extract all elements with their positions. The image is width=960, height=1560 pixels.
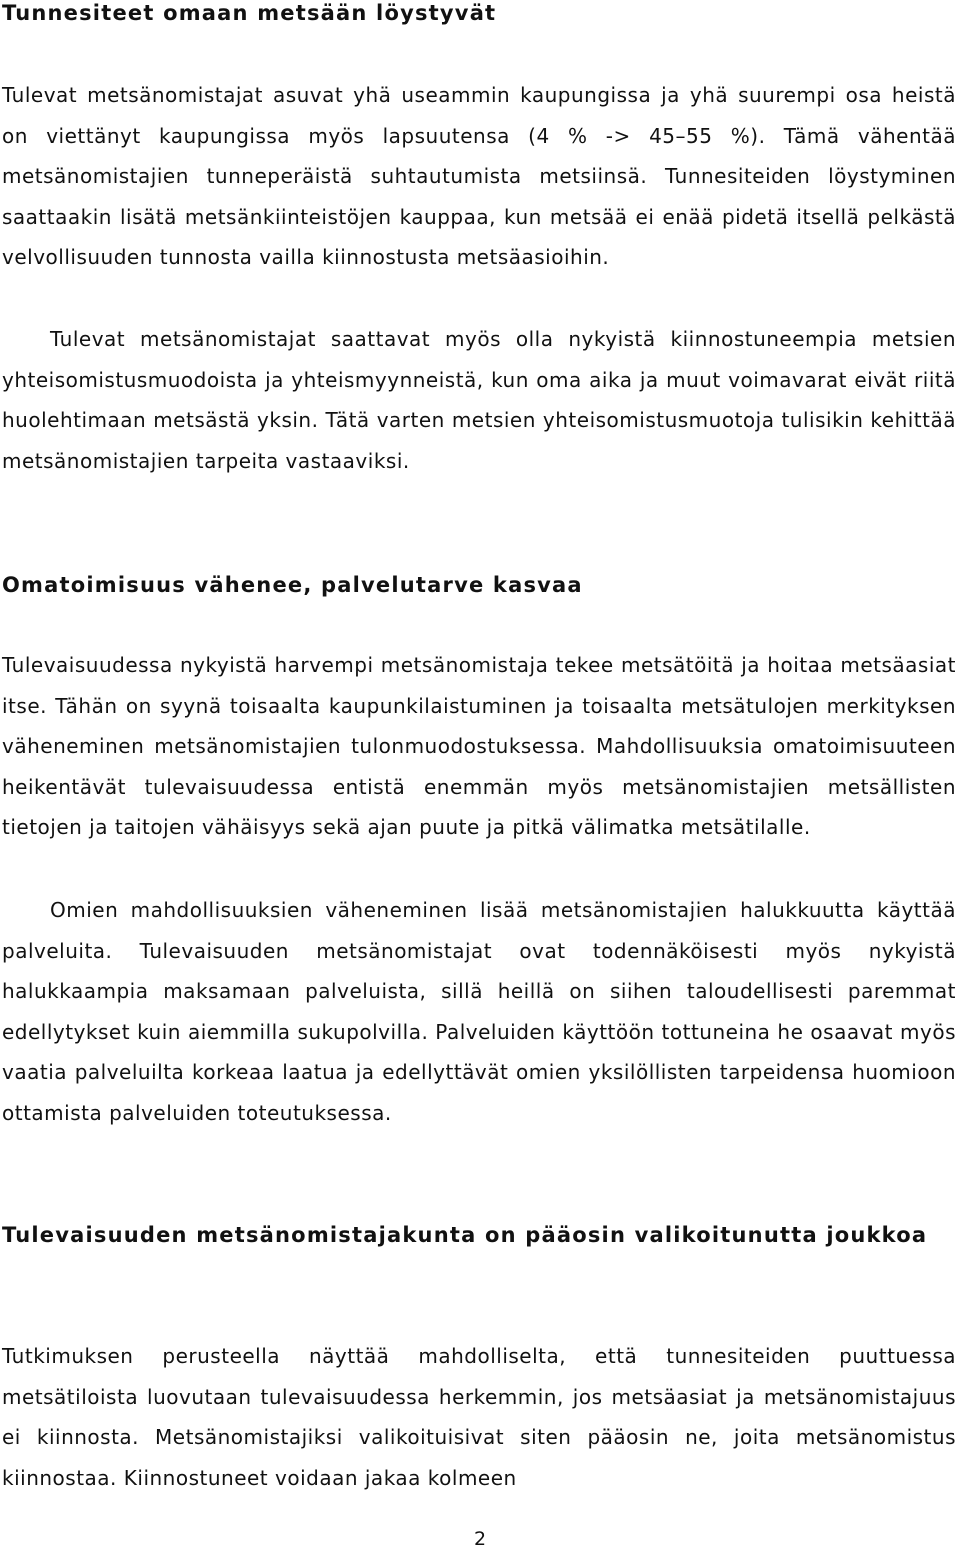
section-heading: Omatoimisuus vähenee, palvelutarve kasvaa xyxy=(2,573,583,597)
section-heading: Tulevaisuuden metsänomistajakunta on pääosin valikoitunutta joukkoa xyxy=(2,1223,928,1247)
paragraph: Tulevat metsänomistajat saattavat myös olla nykyistä kiinnostuneempia metsien yhteisomistusmuodoista ja yhteismyynneistä, kun oma aika ja muut voimavarat eivät riitä huolehtimaan metsästä yksin. Tätä varten metsien yhteisomistusmuotoja tulisikin kehittää metsänomistajien tarpeita vastaaviksi. xyxy=(2,327,956,473)
paragraph: Tutkimuksen perusteella näyttää mahdolliselta, että tunnesiteiden puuttuessa metsätiloista luovutaan tulevaisuudessa herkemmin, jos metsäasiat ja metsänomistajuus ei kiinnosta. Metsänomistajiksi valikoituisivat siten pääosin ne, joita metsänomistus kiinnostaa. Kiinnostuneet voidaan jakaa kolmeen xyxy=(2,1344,956,1490)
page-number: 2 xyxy=(473,1528,487,1550)
paragraph: Tulevaisuudessa nykyistä harvempi metsänomistaja tekee metsätöitä ja hoitaa metsäasiat itse. Tähän on syynä toisaalta kaupunkilaistuminen ja toisaalta metsätulojen merkityksen väheneminen metsänomistajien tulonmuodostuksessa. Mahdollisuuksia omatoimisuuteen heikentävät tulevaisuudessa entistä enemmän myös metsänomistajien metsällisten tietojen ja taitojen vähäisyys sekä ajan puute ja pitkä välimatka metsätilalle. xyxy=(2,653,956,839)
section-heading: Tunnesiteet omaan metsään löystyvät xyxy=(2,1,497,25)
paragraph: Tulevat metsänomistajat asuvat yhä useammin kaupungissa ja yhä suurempi osa heistä on viettänyt kaupungissa myös lapsuutensa (4 % -> 45–55 %). Tämä vähentää metsänomistajien tunneperäistä suhtautumista metsiinsä. Tunnesiteiden löystyminen saattaakin lisätä metsänkiinteistöjen kauppaa, kun metsää ei enää pidetä itsellä pelkästä velvollisuuden tunnosta vailla kiinnostusta metsäasioihin. xyxy=(2,83,956,269)
paragraph: Omien mahdollisuuksien väheneminen lisää metsänomistajien halukkuutta käyttää palveluita. Tulevaisuuden metsänomistajat ovat todennäköisesti myös nykyistä halukkaampia maksamaan palveluista, sillä heillä on siihen taloudellisesti paremmat edellytykset kuin aiemmilla sukupolvilla. Palveluiden käyttöön tottuneina he osaavat myös vaatia palveluilta korkeaa laatua ja edellyttävät omien yksilöllisten tarpeidensa huomioon ottamista palveluiden toteutuksessa. xyxy=(2,898,956,1125)
